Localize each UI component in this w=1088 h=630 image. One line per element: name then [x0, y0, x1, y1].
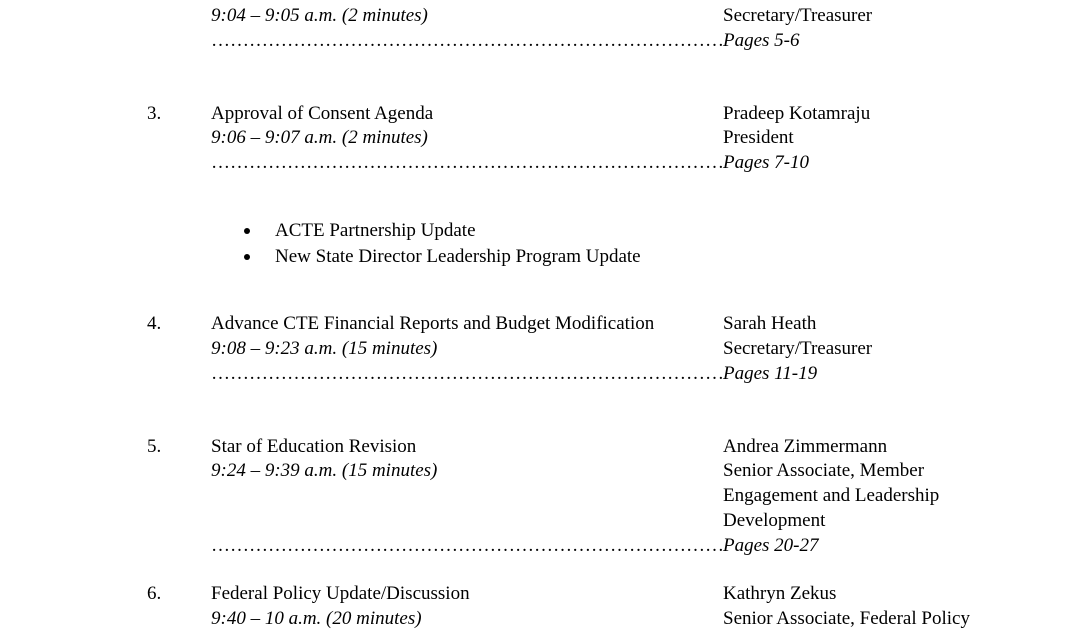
item-4-title: Advance CTE Financial Reports and Budget Modification: [211, 313, 655, 334]
top-item-pages: Pages 5-6: [723, 30, 800, 51]
item-6-number: 6.: [147, 583, 162, 604]
item-5-presenter: Andrea Zimmermann: [723, 436, 888, 457]
item-4-number: 4.: [147, 313, 162, 334]
item-3-title: Approval of Consent Agenda: [211, 103, 434, 124]
item-4-presenter-title: Secretary/Treasurer: [723, 338, 873, 359]
item-3-bullet-2: New State Director Leadership Program Update: [275, 246, 641, 267]
item-3-pages: Pages 7-10: [723, 152, 810, 173]
bullet-icon: [244, 228, 250, 234]
top-item-presenter-title: Secretary/Treasurer: [723, 5, 873, 26]
item-5-number: 5.: [147, 436, 162, 457]
item-6-presenter-title: Senior Associate, Federal Policy: [723, 608, 970, 629]
item-4-pages: Pages 11-19: [723, 363, 818, 384]
item-3-time: 9:06 – 9:07 a.m. (2 minutes): [211, 127, 428, 148]
item-5-presenter-title-line-1: Senior Associate, Member: [723, 460, 925, 481]
item-3-bullet-1: ACTE Partnership Update: [275, 220, 476, 241]
item-4-presenter: Sarah Heath: [723, 313, 817, 334]
item-6-time: 9:40 – 10 a.m. (20 minutes): [211, 608, 422, 629]
top-item-leader-dots: ………………………………………………………………………: [211, 30, 724, 51]
item-6-presenter: Kathryn Zekus: [723, 583, 837, 604]
item-3-presenter: Pradeep Kotamraju: [723, 103, 871, 124]
item-5-pages: Pages 20-27: [723, 535, 819, 556]
item-5-time: 9:24 – 9:39 a.m. (15 minutes): [211, 460, 438, 481]
bullet-icon: [244, 254, 250, 260]
item-4-leader-dots: ………………………………………………………………………: [211, 363, 724, 384]
item-5-leader-dots: ………………………………………………………………………: [211, 535, 724, 556]
item-5-title: Star of Education Revision: [211, 436, 417, 457]
item-5-presenter-title-line-3: Development: [723, 510, 826, 531]
item-6-title: Federal Policy Update/Discussion: [211, 583, 470, 604]
item-5-presenter-title-line-2: Engagement and Leadership: [723, 485, 940, 506]
top-item-time: 9:04 – 9:05 a.m. (2 minutes): [211, 5, 428, 26]
item-3-number: 3.: [147, 103, 162, 124]
item-3-presenter-title: President: [723, 127, 794, 148]
item-3-leader-dots: ………………………………………………………………………: [211, 152, 724, 173]
item-4-time: 9:08 – 9:23 a.m. (15 minutes): [211, 338, 438, 359]
